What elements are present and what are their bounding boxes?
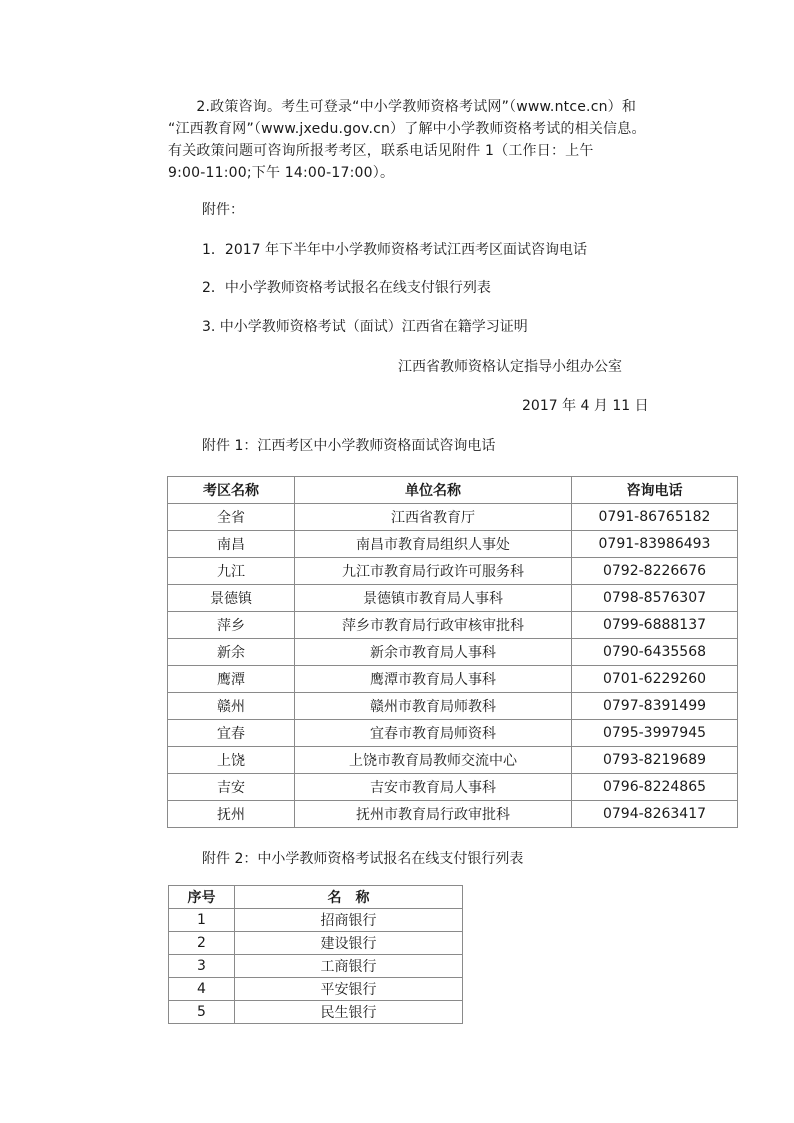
table-cell: 萍乡市教育局行政审核审批科 bbox=[295, 612, 572, 639]
header-cell: 考区名称 bbox=[168, 477, 295, 504]
table-cell: 5 bbox=[169, 1001, 235, 1024]
table-cell: 吉安 bbox=[168, 774, 295, 801]
table-row bbox=[168, 747, 738, 774]
header-cell: 单位名称 bbox=[295, 477, 572, 504]
policy-line: “江西教育网”（www.jxedu.gov.cn）了解中小学教师资格考试的相关信息。 bbox=[168, 121, 646, 137]
table-cell: 九江 bbox=[168, 558, 295, 585]
table-cell: 鹰潭 bbox=[168, 666, 295, 693]
table-cell: 上饶 bbox=[168, 747, 295, 774]
table-cell: 九江市教育局行政许可服务科 bbox=[295, 558, 572, 585]
policy-line: 2.政策咨询。考生可登录“中小学教师资格考试网”（www.ntce.cn）和 bbox=[168, 99, 637, 115]
header-cell: 序号 bbox=[169, 886, 235, 909]
table-cell: 抚州 bbox=[168, 801, 295, 828]
table-cell: 赣州 bbox=[168, 693, 295, 720]
table-cell: 4 bbox=[169, 978, 235, 1001]
header-cell: 咨询电话 bbox=[572, 477, 738, 504]
signature-office: 江西省教师资格认定指导小组办公室 bbox=[398, 359, 622, 375]
table-cell: 0792-8226676 bbox=[572, 558, 738, 585]
table-row bbox=[168, 531, 738, 558]
table-cell: 0791-86765182 bbox=[572, 504, 738, 531]
table-row bbox=[169, 1001, 463, 1024]
bank-list-table bbox=[168, 885, 463, 1024]
table-row bbox=[168, 720, 738, 747]
table-row bbox=[168, 639, 738, 666]
table-cell: 0794-8263417 bbox=[572, 801, 738, 828]
table-cell: 抚州市教育局行政审批科 bbox=[295, 801, 572, 828]
table-header-row bbox=[168, 477, 738, 504]
table-cell: 招商银行 bbox=[235, 909, 463, 932]
table-cell: 景德镇 bbox=[168, 585, 295, 612]
table-cell: 全省 bbox=[168, 504, 295, 531]
table-row bbox=[168, 504, 738, 531]
table-cell: 0791-83986493 bbox=[572, 531, 738, 558]
table-cell: 吉安市教育局人事科 bbox=[295, 774, 572, 801]
signature-date: 2017 年 4 月 11 日 bbox=[522, 398, 649, 414]
table-cell: 景德镇市教育局人事科 bbox=[295, 585, 572, 612]
table2-caption: 附件 2：中小学教师资格考试报名在线支付银行列表 bbox=[202, 851, 524, 867]
table-cell: 新余市教育局人事科 bbox=[295, 639, 572, 666]
table-row bbox=[168, 801, 738, 828]
table-row bbox=[168, 774, 738, 801]
table-cell: 0799-6888137 bbox=[572, 612, 738, 639]
table-header-row bbox=[169, 886, 463, 909]
attachment-item: 2．中小学教师资格考试报名在线支付银行列表 bbox=[202, 280, 491, 296]
table-cell: 萍乡 bbox=[168, 612, 295, 639]
table-row bbox=[169, 978, 463, 1001]
policy-line: 9:00-11:00;下午 14:00-17:00）。 bbox=[168, 165, 395, 181]
table-cell: 0793-8219689 bbox=[572, 747, 738, 774]
table-cell: 0797-8391499 bbox=[572, 693, 738, 720]
table-row bbox=[169, 955, 463, 978]
table-cell: 赣州市教育局师教科 bbox=[295, 693, 572, 720]
table-cell: 3 bbox=[169, 955, 235, 978]
table-cell: 0798-8576307 bbox=[572, 585, 738, 612]
table-row bbox=[168, 612, 738, 639]
table-row bbox=[168, 558, 738, 585]
table-cell: 2 bbox=[169, 932, 235, 955]
table-row bbox=[168, 585, 738, 612]
table-cell: 0790-6435568 bbox=[572, 639, 738, 666]
table-cell: 民生银行 bbox=[235, 1001, 463, 1024]
table-cell: 鹰潭市教育局人事科 bbox=[295, 666, 572, 693]
table1-caption: 附件 1：江西考区中小学教师资格面试咨询电话 bbox=[202, 438, 496, 454]
table-cell: 江西省教育厅 bbox=[295, 504, 572, 531]
consult-phone-table bbox=[167, 476, 738, 828]
table-cell: 南昌市教育局组织人事处 bbox=[295, 531, 572, 558]
table-cell: 新余 bbox=[168, 639, 295, 666]
attachments-heading: 附件： bbox=[202, 202, 244, 218]
table-cell: 0796-8224865 bbox=[572, 774, 738, 801]
table-row bbox=[168, 693, 738, 720]
table-cell: 工商银行 bbox=[235, 955, 463, 978]
table-cell: 平安银行 bbox=[235, 978, 463, 1001]
table-cell: 0795-3997945 bbox=[572, 720, 738, 747]
header-cell: 名 称 bbox=[235, 886, 463, 909]
attachment-item: 3. 中小学教师资格考试（面试）江西省在籍学习证明 bbox=[202, 319, 528, 335]
table-cell: 上饶市教育局教师交流中心 bbox=[295, 747, 572, 774]
table-row bbox=[168, 666, 738, 693]
table-cell: 建设银行 bbox=[235, 932, 463, 955]
table-cell: 宜春 bbox=[168, 720, 295, 747]
table-cell: 宜春市教育局师资科 bbox=[295, 720, 572, 747]
table-row bbox=[169, 932, 463, 955]
table-cell: 南昌 bbox=[168, 531, 295, 558]
attachment-item: 1．2017 年下半年中小学教师资格考试江西考区面试咨询电话 bbox=[202, 242, 587, 258]
table-cell: 0701-6229260 bbox=[572, 666, 738, 693]
table-cell: 1 bbox=[169, 909, 235, 932]
policy-line: 有关政策问题可咨询所报考考区，联系电话见附件 1（工作日：上午 bbox=[168, 143, 594, 159]
table-row bbox=[169, 909, 463, 932]
